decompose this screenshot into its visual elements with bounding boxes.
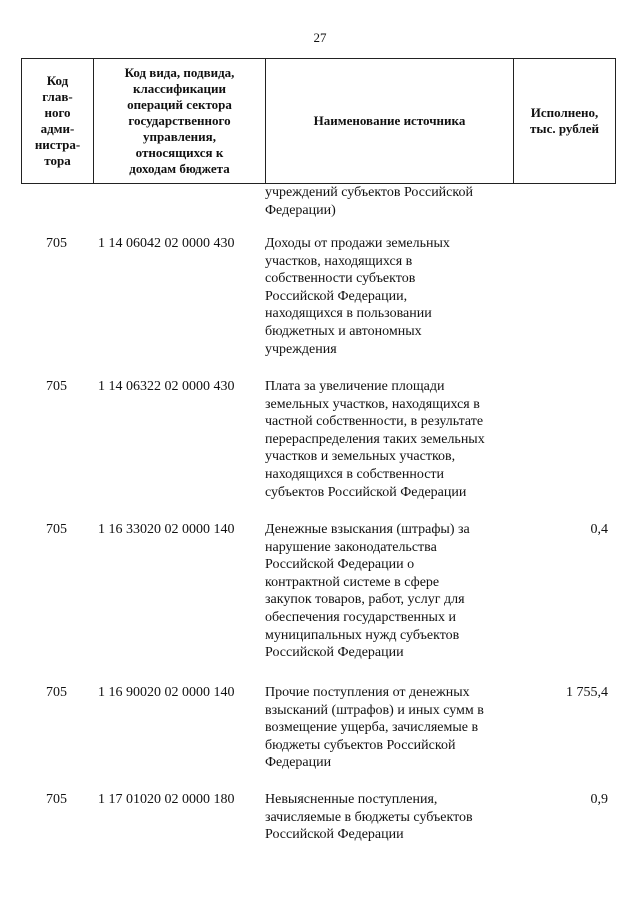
source-name-line: частной собственности, в результате bbox=[265, 414, 484, 430]
budget-code-cell: 1 17 01020 02 0000 180 bbox=[98, 792, 235, 807]
header-source-name: Наименование источника bbox=[266, 59, 514, 184]
source-name-line: Невыясненные поступления, bbox=[265, 792, 438, 807]
admin-code-cell: 705 bbox=[46, 522, 67, 537]
admin-code-cell: 705 bbox=[46, 792, 67, 807]
source-name-line: контрактной системе в сфере bbox=[265, 574, 440, 590]
source-name-line: земельных участков, находящихся в bbox=[265, 396, 480, 412]
source-name-line: Российской Федерации, bbox=[265, 288, 408, 304]
source-name-line: учреждения bbox=[265, 341, 337, 357]
amount-cell: 1 755,4 bbox=[566, 685, 608, 700]
source-name-line: перераспределения таких земельных bbox=[265, 431, 485, 447]
source-name-line: собственности субъектов bbox=[265, 271, 416, 287]
header-budget-code-line: операций сектора bbox=[127, 97, 232, 112]
header-budget-code-line: управления, bbox=[143, 129, 216, 144]
source-name-line: зачисляемые в бюджеты субъектов bbox=[265, 809, 473, 825]
source-name-cell bbox=[265, 684, 510, 772]
source-name-line: субъектов Российской Федерации bbox=[265, 484, 467, 500]
source-name-line: взысканий (штрафов) и иных сумм в bbox=[265, 702, 484, 718]
source-name-line: Доходы от продажи земельных bbox=[265, 236, 450, 251]
source-name-line: Плата за увеличение площади bbox=[265, 379, 445, 394]
continuation-line: Федерации) bbox=[265, 202, 336, 218]
source-name-line: обеспечения государственных и bbox=[265, 609, 456, 625]
source-name-line: нарушение законодательства bbox=[265, 539, 437, 555]
header-admin-code-line: адми- bbox=[40, 121, 75, 136]
header-budget-code-line: классификации bbox=[132, 81, 227, 96]
header-executed-line: тыс. рублей bbox=[530, 121, 599, 136]
header-budget-code-line: государственного bbox=[128, 113, 231, 128]
header-admin-code-line: глав- bbox=[42, 89, 73, 104]
continuation-text bbox=[265, 184, 505, 219]
budget-code-cell: 1 14 06322 02 0000 430 bbox=[98, 379, 235, 394]
source-name-cell bbox=[265, 378, 510, 501]
source-name-line: находящихся в пользовании bbox=[265, 306, 432, 322]
source-name-cell bbox=[265, 235, 510, 358]
header-admin-code-line: тора bbox=[44, 153, 71, 168]
source-name-line: муниципальных нужд субъектов bbox=[265, 627, 460, 643]
amount-cell: 0,4 bbox=[590, 522, 608, 537]
page-number: 27 bbox=[313, 30, 327, 45]
source-name-line: Российской Федерации bbox=[265, 645, 404, 661]
source-name-line: бюджеты субъектов Российской bbox=[265, 737, 456, 753]
header-executed bbox=[514, 59, 616, 184]
source-name-line: участков, находящихся в bbox=[265, 253, 413, 269]
admin-code-cell: 705 bbox=[46, 379, 67, 394]
source-name-line: Российской Федерации bbox=[265, 827, 404, 843]
table-header bbox=[21, 58, 616, 184]
header-admin-code-line: ного bbox=[44, 105, 71, 120]
header-budget-code-line: относящихся к bbox=[135, 145, 224, 160]
header-budget-code bbox=[94, 59, 266, 184]
header-executed-line: Исполнено, bbox=[530, 105, 599, 120]
source-name-line: Прочие поступления от денежных bbox=[265, 685, 470, 700]
budget-code-cell: 1 16 33020 02 0000 140 bbox=[98, 522, 235, 537]
budget-code-cell: 1 16 90020 02 0000 140 bbox=[98, 685, 235, 700]
header-admin-code-line: Код bbox=[46, 73, 69, 88]
source-name-line: возмещение ущерба, зачисляемые в bbox=[265, 720, 479, 736]
source-name-cell bbox=[265, 521, 510, 662]
source-name-line: Денежные взыскания (штрафы) за bbox=[265, 522, 470, 537]
header-admin-code bbox=[22, 59, 94, 184]
source-name-cell bbox=[265, 791, 510, 844]
source-name-line: Федерации bbox=[265, 755, 332, 771]
header-budget-code-line: Код вида, подвида, bbox=[124, 65, 235, 80]
admin-code-cell: 705 bbox=[46, 685, 67, 700]
continuation-line: учреждений субъектов Российской bbox=[265, 185, 473, 200]
header-budget-code-line: доходам бюджета bbox=[129, 161, 230, 176]
header-admin-code-line: нистра- bbox=[34, 137, 81, 152]
budget-code-cell: 1 14 06042 02 0000 430 bbox=[98, 236, 235, 251]
source-name-line: бюджетных и автономных bbox=[265, 323, 422, 339]
admin-code-cell: 705 bbox=[46, 236, 67, 251]
source-name-line: Российской Федерации о bbox=[265, 557, 415, 573]
source-name-line: находящихся в собственности bbox=[265, 466, 445, 482]
amount-cell: 0,9 bbox=[590, 792, 608, 807]
source-name-line: закупок товаров, работ, услуг для bbox=[265, 592, 465, 608]
source-name-line: участков и земельных участков, bbox=[265, 449, 456, 465]
